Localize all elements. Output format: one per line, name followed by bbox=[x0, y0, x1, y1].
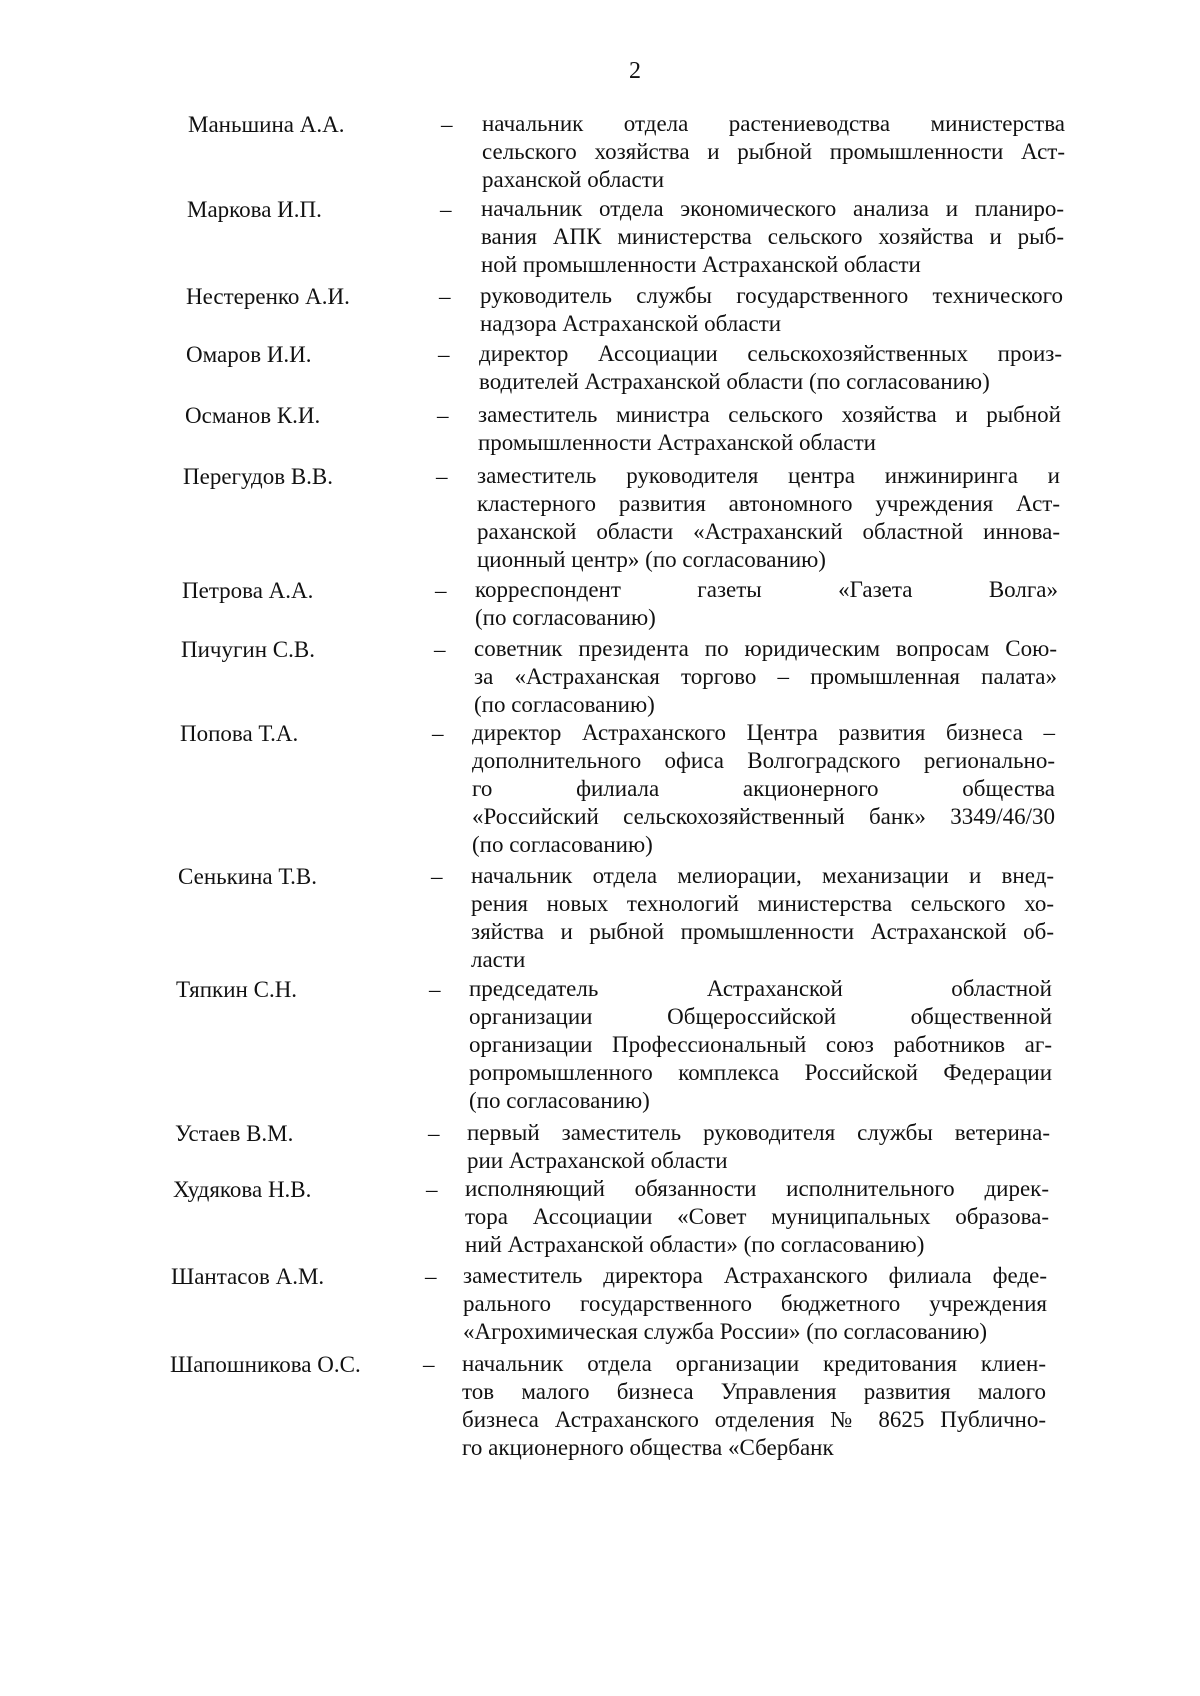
position-line: организации Профессиональный союз работников аг- bbox=[469, 1032, 1052, 1057]
member-name: Османов К.И. bbox=[185, 403, 321, 428]
member-dash: – bbox=[440, 197, 452, 222]
position-line: заместитель руководителя центра инжиниринга и bbox=[477, 463, 1060, 488]
position-line: «Агрохимическая служба России» (по согласованию) bbox=[463, 1319, 988, 1344]
position-line: ропромышленного комплекса Российской Федерации bbox=[469, 1060, 1052, 1085]
position-line: ласти bbox=[471, 947, 526, 972]
position-line: рения новых технологий министерства сельского хо- bbox=[471, 891, 1054, 916]
member-name: Устаев В.М. bbox=[175, 1121, 294, 1146]
member-dash: – bbox=[429, 977, 441, 1002]
position-line: директор Астраханского Центра развития бизнеса – bbox=[472, 720, 1055, 745]
position-line: раханской области bbox=[482, 167, 665, 192]
member-position bbox=[472, 719, 1055, 859]
position-line: го филиала акционерного общества bbox=[472, 776, 1055, 801]
member-name: Тяпкин С.Н. bbox=[176, 977, 298, 1002]
member-position bbox=[477, 462, 1060, 574]
position-line: ционный центр» (по согласованию) bbox=[477, 547, 826, 572]
position-line: начальник отдела экономического анализа и планиро- bbox=[481, 196, 1064, 221]
member-position bbox=[480, 282, 1063, 338]
position-line: первый заместитель руководителя службы ветерина- bbox=[467, 1120, 1050, 1145]
member-dash: – bbox=[431, 864, 443, 889]
position-line: руководитель службы государственного технического bbox=[480, 283, 1063, 308]
member-dash: – bbox=[436, 464, 448, 489]
member-dash: – bbox=[439, 284, 451, 309]
member-name: Попова Т.А. bbox=[180, 721, 299, 746]
position-line: тора Ассоциации «Совет муниципальных образова- bbox=[465, 1204, 1049, 1229]
member-name: Худякова Н.В. bbox=[173, 1177, 312, 1202]
member-position bbox=[463, 1262, 1047, 1346]
member-position bbox=[479, 340, 1062, 396]
position-line: «Российский сельскохозяйственный банк» 3349/46/30 bbox=[472, 804, 1055, 829]
position-line: тов малого бизнеса Управления развития малого bbox=[462, 1379, 1046, 1404]
position-line: заместитель министра сельского хозяйства и рыбной bbox=[478, 402, 1061, 427]
member-position bbox=[478, 401, 1061, 457]
position-line: рии Астраханской области bbox=[467, 1148, 728, 1173]
position-line: начальник отдела организации кредитования клиен- bbox=[462, 1351, 1046, 1376]
position-line: надзора Астраханской области bbox=[480, 311, 782, 336]
member-position bbox=[467, 1119, 1050, 1175]
member-dash: – bbox=[423, 1352, 435, 1377]
position-line: председатель Астраханской областной bbox=[469, 976, 1052, 1001]
member-dash: – bbox=[441, 112, 453, 137]
position-line: ной промышленности Астраханской области bbox=[481, 252, 921, 277]
member-name: Пичугин С.В. bbox=[181, 637, 315, 662]
member-name: Омаров И.И. bbox=[186, 342, 312, 367]
member-dash: – bbox=[425, 1264, 437, 1289]
member-name: Маркова И.П. bbox=[187, 197, 322, 222]
position-line: зяйства и рыбной промышленности Астраханской об- bbox=[471, 919, 1054, 944]
position-line: начальник отдела растениеводства министерства bbox=[482, 111, 1065, 136]
position-line: сельского хозяйства и рыбной промышленности Аст- bbox=[482, 139, 1065, 164]
position-line: исполняющий обязанности исполнительного дирек- bbox=[465, 1176, 1049, 1201]
member-position bbox=[465, 1175, 1049, 1259]
member-dash: – bbox=[428, 1121, 440, 1146]
member-dash: – bbox=[438, 342, 450, 367]
position-line: (по согласованию) bbox=[474, 692, 655, 717]
position-line: (по согласованию) bbox=[472, 832, 653, 857]
member-dash: – bbox=[432, 721, 444, 746]
member-position bbox=[469, 975, 1052, 1115]
member-name: Шантасов А.М. bbox=[171, 1264, 325, 1289]
position-line: водителей Астраханской области (по согласованию) bbox=[479, 369, 990, 394]
position-line: го акционерного общества «Сбербанк bbox=[462, 1435, 834, 1460]
member-name: Маньшина А.А. bbox=[188, 112, 345, 137]
member-position bbox=[481, 195, 1064, 279]
member-position bbox=[462, 1350, 1046, 1462]
position-line: раханской области «Астраханский областной иннова- bbox=[477, 519, 1060, 544]
position-line: (по согласованию) bbox=[475, 605, 656, 630]
page-number: 2 bbox=[629, 58, 641, 84]
position-line: корреспондент газеты «Газета Волга» bbox=[475, 577, 1058, 602]
position-line: начальник отдела мелиорации, механизации и внед- bbox=[471, 863, 1054, 888]
member-name: Шапошникова О.С. bbox=[170, 1352, 361, 1377]
position-line: заместитель директора Астраханского филиала феде- bbox=[463, 1263, 1047, 1288]
position-line: советник президента по юридическим вопросам Сою- bbox=[474, 636, 1057, 661]
position-line: промышленности Астраханской области bbox=[478, 430, 876, 455]
member-dash: – bbox=[435, 578, 447, 603]
member-name: Нестеренко А.И. bbox=[186, 284, 350, 309]
member-position bbox=[475, 576, 1058, 632]
member-name: Петрова А.А. bbox=[182, 578, 314, 603]
member-dash: – bbox=[437, 403, 449, 428]
position-line: за «Астраханская торгово – промышленная палата» bbox=[474, 664, 1057, 689]
member-name: Сенькина Т.В. bbox=[178, 864, 317, 889]
position-line: бизнеса Астраханского отделения № 8625 Публично- bbox=[462, 1407, 1046, 1432]
position-line: директор Ассоциации сельскохозяйственных произ- bbox=[479, 341, 1062, 366]
position-line: дополнительного офиса Волгоградского регионально- bbox=[472, 748, 1055, 773]
position-line: кластерного развития автономного учреждения Аст- bbox=[477, 491, 1060, 516]
position-line: (по согласованию) bbox=[469, 1088, 650, 1113]
member-position bbox=[482, 110, 1065, 194]
position-line: рального государственного бюджетного учреждения bbox=[463, 1291, 1047, 1316]
position-line: вания АПК министерства сельского хозяйства и рыб- bbox=[481, 224, 1064, 249]
position-line: ний Астраханской области» (по согласованию) bbox=[465, 1232, 925, 1257]
member-dash: – bbox=[426, 1177, 438, 1202]
member-dash: – bbox=[434, 637, 446, 662]
member-name: Перегудов В.В. bbox=[183, 464, 334, 489]
position-line: организации Общероссийской общественной bbox=[469, 1004, 1052, 1029]
member-position bbox=[474, 635, 1057, 719]
member-position bbox=[471, 862, 1054, 974]
